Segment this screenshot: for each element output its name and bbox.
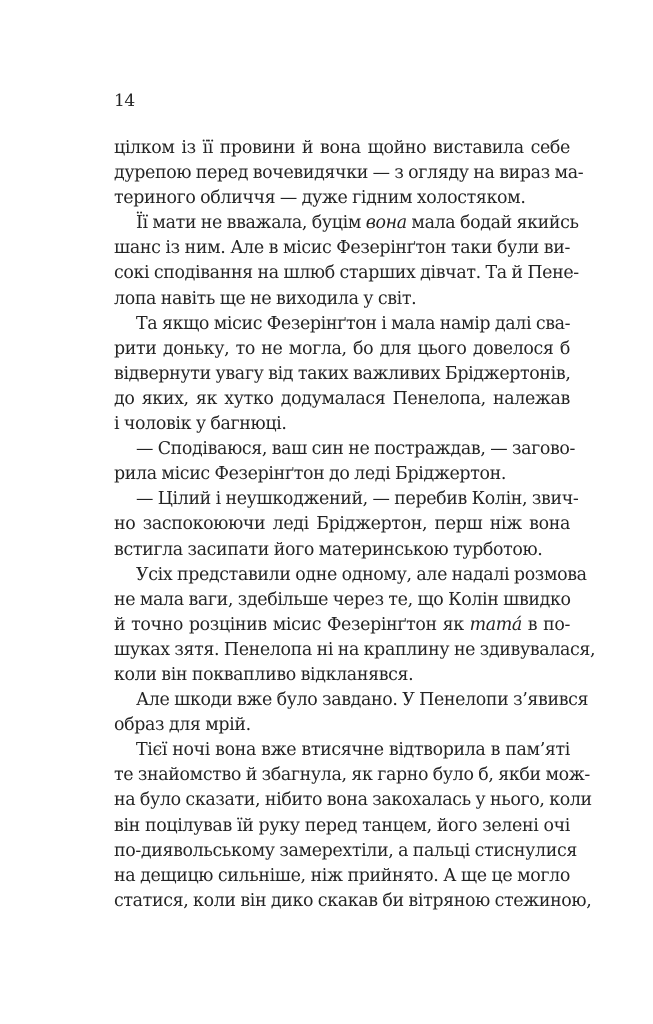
text-line: сокі сподівання на шлюб старших дівчат. Та й Пене-: [114, 263, 579, 284]
paragraph: [114, 688, 589, 738]
text-line: відвернути увагу від таких важливих Бріджертонів,: [114, 363, 571, 384]
text-line: образ для мрій.: [114, 715, 251, 736]
body-text: [114, 136, 596, 914]
text-line: коли він поквапливо відкланявся.: [114, 664, 414, 685]
text-line: лопа навіть ще не виходила у світ.: [114, 288, 417, 309]
text-line: — Цілий і неушкоджений, — перебив Колін, звич-: [136, 489, 579, 510]
paragraph: [114, 437, 576, 487]
text-line: Але шкоди вже було завдано. У Пенелопи з’явився: [136, 690, 589, 711]
text-line: він поцілував їй руку перед танцем, його зелені очі: [114, 815, 570, 836]
text-line: встигла засипати його материнською турботою.: [114, 539, 543, 560]
paragraph: [114, 211, 579, 311]
paragraph: [114, 563, 596, 688]
text-line: шанс із ним. Але в місис Фезерінґтон таки були ви-: [114, 238, 570, 259]
paragraph: [114, 136, 584, 211]
text-line: й точно розцінив місис Фезерінґтон як mamá в по-: [114, 614, 570, 635]
text-line: шуках зятя. Пенелопа ні на краплину не здивувалася,: [114, 639, 596, 660]
text-line: Тієї ночі вона вже втисячне відтворила в пам’яті: [136, 740, 570, 761]
italic-emphasis: mamá: [469, 614, 522, 635]
paragraph: [114, 487, 579, 562]
text-line: Її мати не вважала, буцім вона мала бодай якийсь: [136, 213, 579, 234]
text-line: статися, коли він дико скакав би вітряною стежиною,: [114, 890, 592, 911]
text-line: териного обличчя — дуже гідним холостяком.: [114, 188, 526, 209]
text-line: і чоловік у багнюці.: [114, 414, 287, 435]
paragraph: [114, 312, 570, 437]
text-line: Усіх представили одне одному, але надалі розмова: [136, 564, 587, 585]
text-line: по-диявольському замерехтіли, а пальці стиснулися: [114, 840, 577, 861]
text-line: но заспокоюючи леді Бріджертон, перш ніж вона: [114, 514, 570, 535]
text-line: не мала ваги, здебільше через те, що Колін швидко: [114, 589, 571, 610]
text-line: Та якщо місис Фезерінґтон і мала намір далі сва-: [136, 313, 571, 334]
text-line: дурепою перед вочевидячки — з огляду на вираз ма-: [114, 163, 584, 184]
page-number: 14: [114, 91, 135, 111]
text-line: на дещицю сильніше, ніж прийнято. А ще це могло: [114, 865, 570, 886]
text-line: рила місис Фезерінґтон до леді Бріджертон.: [114, 464, 507, 485]
text-line: на було сказати, нібито вона закохалась у нього, коли: [114, 790, 592, 811]
text-line: цілком із її провини й вона щойно виставила себе: [114, 138, 570, 158]
italic-emphasis: вона: [365, 213, 407, 234]
text-line: те знайомство й збагнула, як гарно було б, якби мож-: [114, 765, 590, 786]
text-line: — Сподіваюся, ваш син не постраждав, — загово-: [136, 439, 576, 460]
text-line: до яких, як хутко додумалася Пенелопа, належав: [114, 388, 570, 409]
text-line: рити доньку, то не могла, бо для цього довелося б: [114, 338, 570, 359]
paragraph: [114, 738, 592, 914]
